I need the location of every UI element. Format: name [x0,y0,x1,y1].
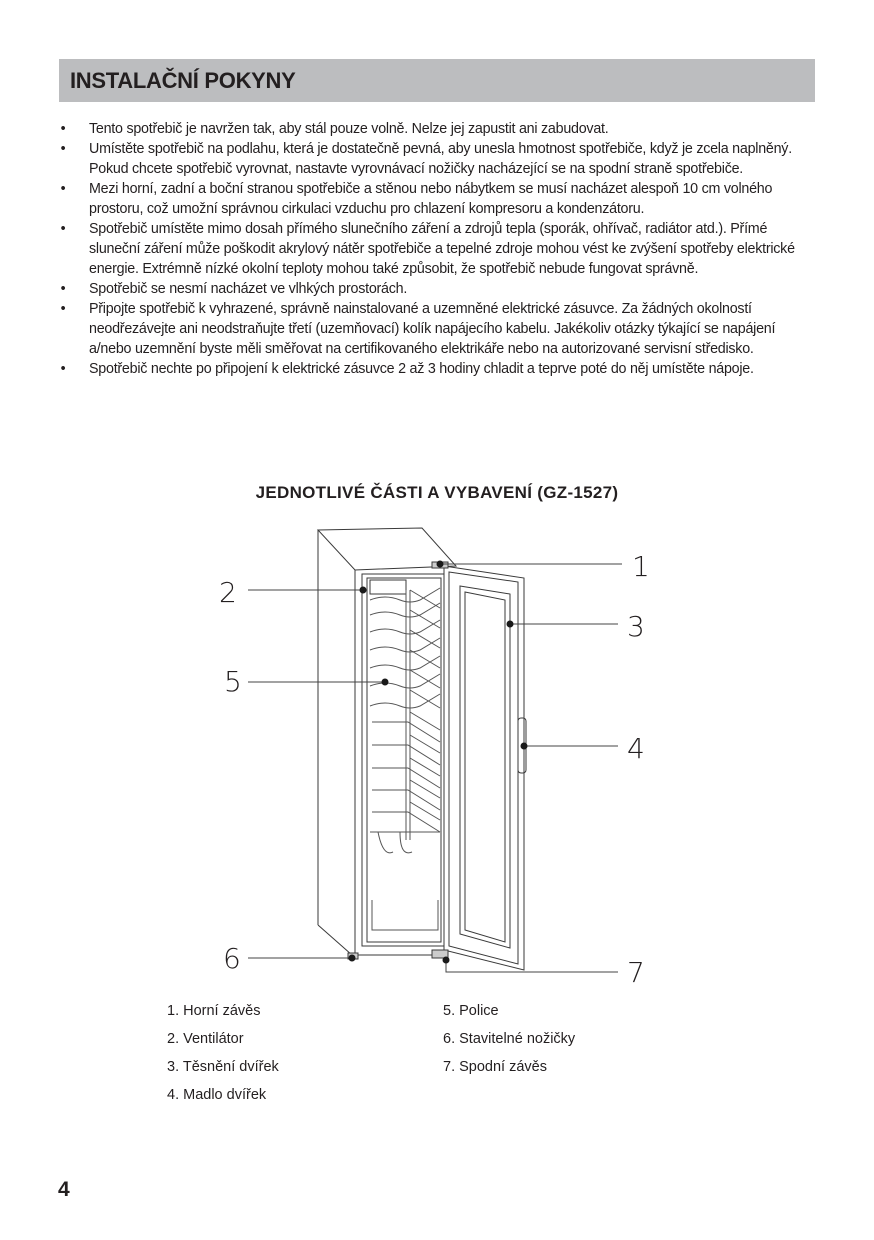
bullet-icon: • [60,301,66,317]
legend-item: 3. Těsnění dvířek [167,1059,279,1075]
callout-2-label: 2 [219,576,237,609]
legend-item: 1. Horní závěs [167,1003,261,1019]
bullet-icon: • [60,361,66,377]
list-item [58,359,818,379]
page-number: 4 [58,1178,70,1201]
page-title: INSTALAČNÍ POKYNY [70,68,296,93]
list-item [58,279,818,299]
legend-item: 2. Ventilátor [167,1031,244,1047]
list-item-text: Mezi horní, zadní a boční stranou spotřebiče a stěnou nebo nábytkem se musí nacházet alespoň 10 cm volného prostoru, což umožní správnou cirkulaci vzduchu pro chlazení kompresoru a kondenzátoru. [89,181,773,217]
callout-5-label: 5 [224,665,242,698]
callout-1-label: 1 [632,550,650,583]
list-item [58,179,818,219]
list-item-text: Umístěte spotřebič na podlahu, která je dostatečně pevná, aby unesla hmotnost spotřebiče, když je zcela naplněný. Pokud chcete spotřebič vyrovnat, nastavte vyrovnávací nožičky nacházející se na spodní straně spotřebiče. [89,141,792,177]
section-title: JEDNOTLIVÉ ČÁSTI A VYBAVENÍ (GZ-1527) [255,483,619,502]
legend-item: 5. Police [443,1003,499,1019]
legend-item: 7. Spodní závěs [443,1059,547,1075]
list-item [58,219,818,279]
callout-4-label: 4 [627,732,645,765]
list-item-text: Připojte spotřebič k vyhrazené, správně nainstalované a uzemněné elektrické zásuvce. Za žádných okolností neodřezávejte ani neodstraňujte třetí (uzemňovací) kolík napájecího kabelu. Jakékoliv otázky týkající se napájení a/nebo uzemnění byste měli směřovat na certifikovaného elektrikáře nebo na autorizované servisní středisko. [89,301,776,357]
parts-legend-right [443,1000,575,1084]
list-item-text: Spotřebič umístěte mimo dosah přímého slunečního záření a zdrojů tepla (sporák, ohřívač, radiátor atd.). Přímé sluneční záření může poškodit akrylový nátěr spotřebiče a tepelné zdroje mohou vést ke zvýšení spotřeby elektrické energie. Extrémně nízké okolní teploty mohou také způsobit, že spotřebič nebude fungovat správně. [89,221,795,277]
list-item [58,299,818,359]
wine-cooler-diagram [0,520,874,990]
bullet-icon: • [60,281,66,297]
bullet-icon: • [60,181,66,197]
list-item-text: Spotřebič nechte po připojení k elektrické zásuvce 2 až 3 hodiny chladit a teprve poté do něj umístěte nápoje. [89,361,754,377]
wine-cooler-illustration [0,520,874,990]
legend-item: 4. Madlo dvířek [167,1087,267,1103]
section-header-bar [59,59,815,102]
callout-6-label: 6 [223,942,241,975]
list-item [58,139,818,179]
bullet-icon: • [60,121,66,137]
list-item-text: Tento spotřebič je navržen tak, aby stál pouze volně. Nelze jej zapustit ani zabudovat. [89,121,609,137]
bullet-icon: • [60,141,66,157]
bullet-icon: • [60,221,66,237]
parts-legend-left [167,1000,279,1112]
installation-instructions-list [58,119,818,379]
list-item [58,119,818,139]
callout-3-label: 3 [627,610,645,643]
callout-7-label: 7 [627,956,645,989]
list-item-text: Spotřebič se nesmí nacházet ve vlhkých prostorách. [89,281,408,297]
legend-item: 6. Stavitelné nožičky [443,1031,576,1047]
